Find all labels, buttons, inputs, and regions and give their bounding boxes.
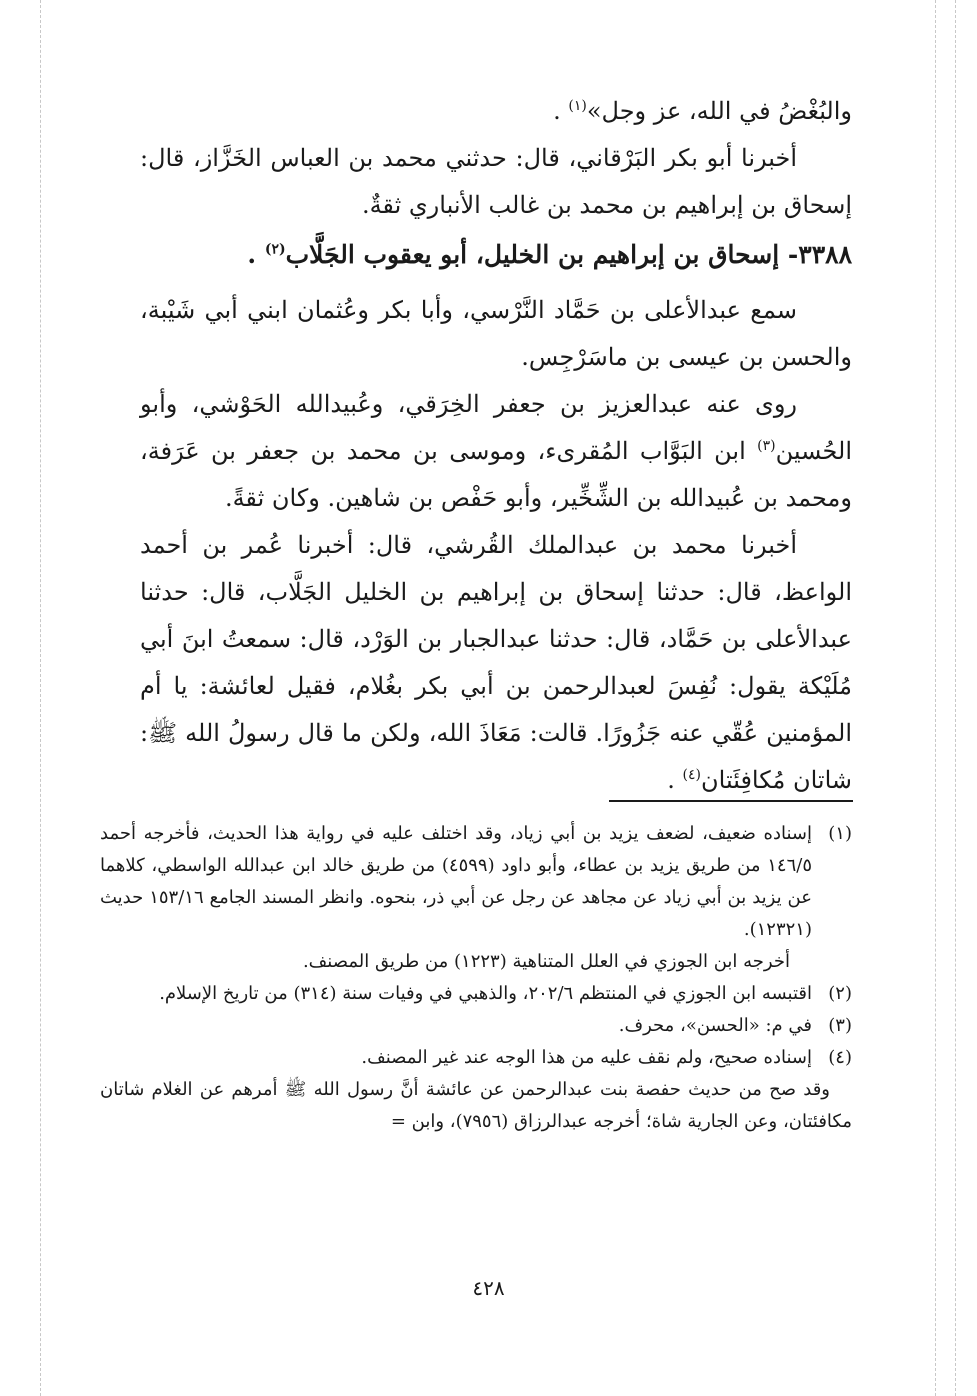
footnote-1	[100, 818, 852, 946]
footnote-divider	[609, 800, 853, 802]
paragraph-2: أخبرنا أبو بكر البَرْقاني، قال: حدثني محمد بن العباس الخَزَّاز، قال: إسحاق بن إبراهيم بن محمد بن غالب الأنباري ثقةٌ.	[140, 144, 852, 219]
paragraph-5: أخبرنا محمد بن عبدالملك القُرشي، قال: أخبرنا عُمر بن أحمد الواعظ، قال: حدثنا إسحاق بن إبراهيم بن الخليل الجَلَّاب، قال: حدثنا عبدالأعلى بن حَمَّاد، قال: حدثنا عبدالجبار بن الوَرْد، قال: سمعتُ ابنَ أبي مُلَيْكة يقول: نُفِسَ لعبدالرحمن بن أبي بكر بغُلام، فقيل لعائشة: يا أم المؤمنين عُقّي عنه جَزُورًا. قالت: مَعَاذَ الله، ولكن ما قال رسولُ الله ﷺ: شاتان مُكافِئَتان$^{(٤)}$ .	[140, 531, 852, 794]
footnote-4	[100, 1042, 852, 1074]
paragraph-3: سمع عبدالأعلى بن حَمَّاد النَّرْسي، وأبا بكر وعُثمان ابني أبي شَيْبة، والحسن بن عيسى بن ماسَرْجِس.	[140, 296, 852, 371]
scan-guide-line	[40, 0, 41, 1396]
footnote-text: اقتبسه ابن الجوزي في المنتظم ٢٠٢/٦، والذهبي في وفيات سنة (٣١٤) من تاريخ الإسلام.	[159, 983, 812, 1004]
footnote-ref: (١)	[568, 98, 587, 114]
footnote-text: في م: «الحسن»، محرف.	[618, 1015, 812, 1036]
footnote-3	[100, 1010, 852, 1042]
footnote-2	[100, 978, 852, 1010]
footnotes	[100, 818, 852, 1138]
footnote-ref: (٣)	[757, 438, 776, 454]
paragraph-1: والبُغْضُ في الله، عز وجل»$^{(١)}$ .	[553, 97, 852, 125]
footnote-4-continuation: وقد صح من حديث حفصة بنت عبدالرحمن عن عائشة أنَّ رسول الله ﷺ أمرهم عن الغلام شاتان مكافئتان، وعن الجارية شاة؛ أخرجه عبدالرزاق (٧٩٥٦)، وابن =	[100, 1079, 852, 1132]
footnote-number: (٤)	[828, 1047, 852, 1068]
scan-guide-line	[955, 0, 956, 1396]
entry-heading: ٣٣٨٨- إسحاق بن إبراهيم بن الخليل، أبو يعقوب الجَلَّاب$^{(٢)}$ .	[247, 240, 852, 269]
footnote-number: (٣)	[828, 1015, 852, 1036]
scan-guide-line	[935, 0, 936, 1396]
page-number: ٤٢٨	[472, 1276, 505, 1300]
footnote-1-continuation: أخرجه ابن الجوزي في العلل المتناهية (١٢٢٣) من طريق المصنف.	[302, 951, 790, 972]
footnote-ref: (٤)	[682, 767, 702, 783]
footnote-number: (١)	[828, 823, 852, 844]
footnote-text: إسناده صحيح، ولم نقف عليه من هذا الوجه عند غير المصنف.	[361, 1047, 812, 1068]
main-text	[140, 88, 852, 804]
paragraph-4: روى عنه عبدالعزيز بن جعفر الخِرَقي، وعُبيدالله الحَوْشي، وأبو الحُسين$^{(٣)}$ ابن البَوَّاب المُقرىء، وموسى بن محمد بن جعفر بن عَرَفة، ومحمد بن عُبيدالله بن الشِّخِّير، وأبو حَفْص بن شاهين. وكان ثقةً.	[140, 390, 852, 512]
footnote-text: إسناده ضعيف، لضعف يزيد بن أبي زياد، وقد اختلف عليه في رواية هذا الحديث، فأخرجه أحمد ١٤٦/٥ من طريق يزيد بن عطاء، وأبو داود (٤٥٩٩) من طريق خالد ابن عبدالله الواسطي، كلاهما عن يزيد بن أبي زياد عن مجاهد عن رجل عن أبي ذر، بنحوه. وانظر المسند الجامع ١٥٣/١٦ حديث (١٢٣٢١).	[100, 823, 812, 940]
footnote-ref: (٢)	[264, 241, 286, 258]
footnote-number: (٢)	[828, 983, 852, 1004]
